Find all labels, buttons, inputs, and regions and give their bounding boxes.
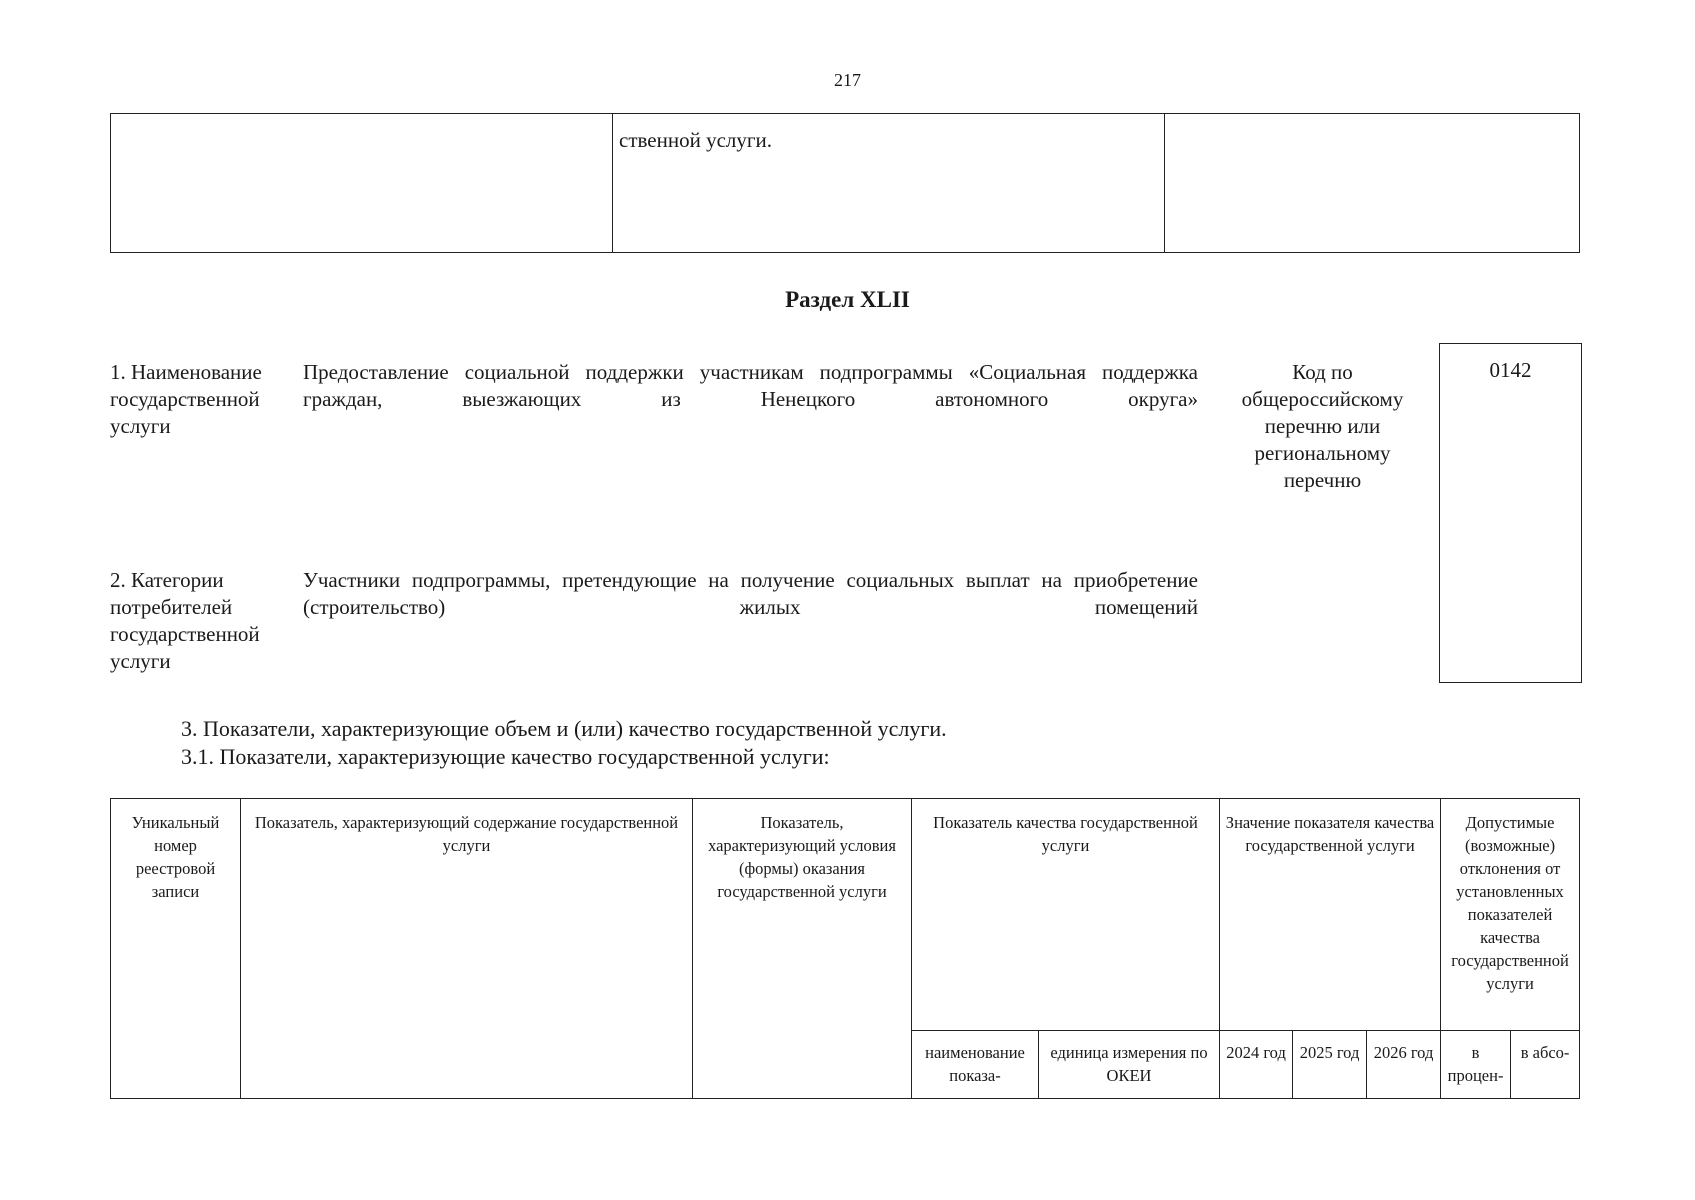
code-label: Код по общероссийскому перечню или региональному перечню — [1241, 360, 1404, 492]
continuation-table — [110, 113, 1580, 253]
consumer-category-value: Участники подпрограммы, претендующие на получение социальных выплат на приобретение (строительство) жилых помещений — [303, 568, 1198, 619]
subheader-unit-okei: единица измерения по ОКЕИ — [1039, 1031, 1220, 1099]
header-registry-number: Уникальный номер реестровой записи — [111, 799, 241, 1099]
service-name-label: 1. Наименование государственной услуги — [110, 360, 262, 438]
code-box: 0142 — [1439, 343, 1582, 683]
header-content-indicator: Показатель, характеризующий содержание государственной услуги — [241, 799, 693, 1099]
subheader-indicator-name: наименование показа- — [912, 1031, 1039, 1099]
continuation-cell-3 — [1165, 114, 1580, 253]
header-quality-indicator: Показатель качества государственной услуги — [912, 799, 1220, 1031]
paragraph-3-1: 3.1. Показатели, характеризующие качество государственной услуги: — [181, 744, 830, 769]
continuation-cell-1 — [111, 114, 613, 253]
header-quality-value: Значение показателя качества государственной услуги — [1220, 799, 1441, 1031]
page-number: 217 — [834, 70, 861, 90]
header-deviations: Допустимые (возможные) отклонения от установленных показателей качества государственной услуги — [1441, 799, 1580, 1031]
subheader-year-2024: 2024 год — [1220, 1031, 1293, 1099]
service-name-value: Предоставление социальной поддержки участникам подпрограммы «Социальная поддержка граждан, выезжающих из Ненецкого автономного округа» — [303, 360, 1198, 411]
section-title: Раздел XLII — [785, 287, 910, 312]
header-conditions-indicator: Показатель, характеризующий условия (формы) оказания государственной услуги — [693, 799, 912, 1099]
quality-indicators-table — [110, 798, 1580, 1099]
subheader-year-2026: 2026 год — [1367, 1031, 1441, 1099]
subheader-in-absolute: в абсо- — [1511, 1031, 1580, 1099]
continuation-cell-2: ственной услуги. — [613, 114, 1165, 253]
subheader-year-2025: 2025 год — [1293, 1031, 1367, 1099]
consumer-category-label: 2. Категории потребителей государственной услуги — [110, 568, 260, 673]
paragraph-3: 3. Показатели, характеризующие объем и (или) качество государственной услуги. — [181, 716, 947, 741]
subheader-in-percent: в процен- — [1441, 1031, 1511, 1099]
